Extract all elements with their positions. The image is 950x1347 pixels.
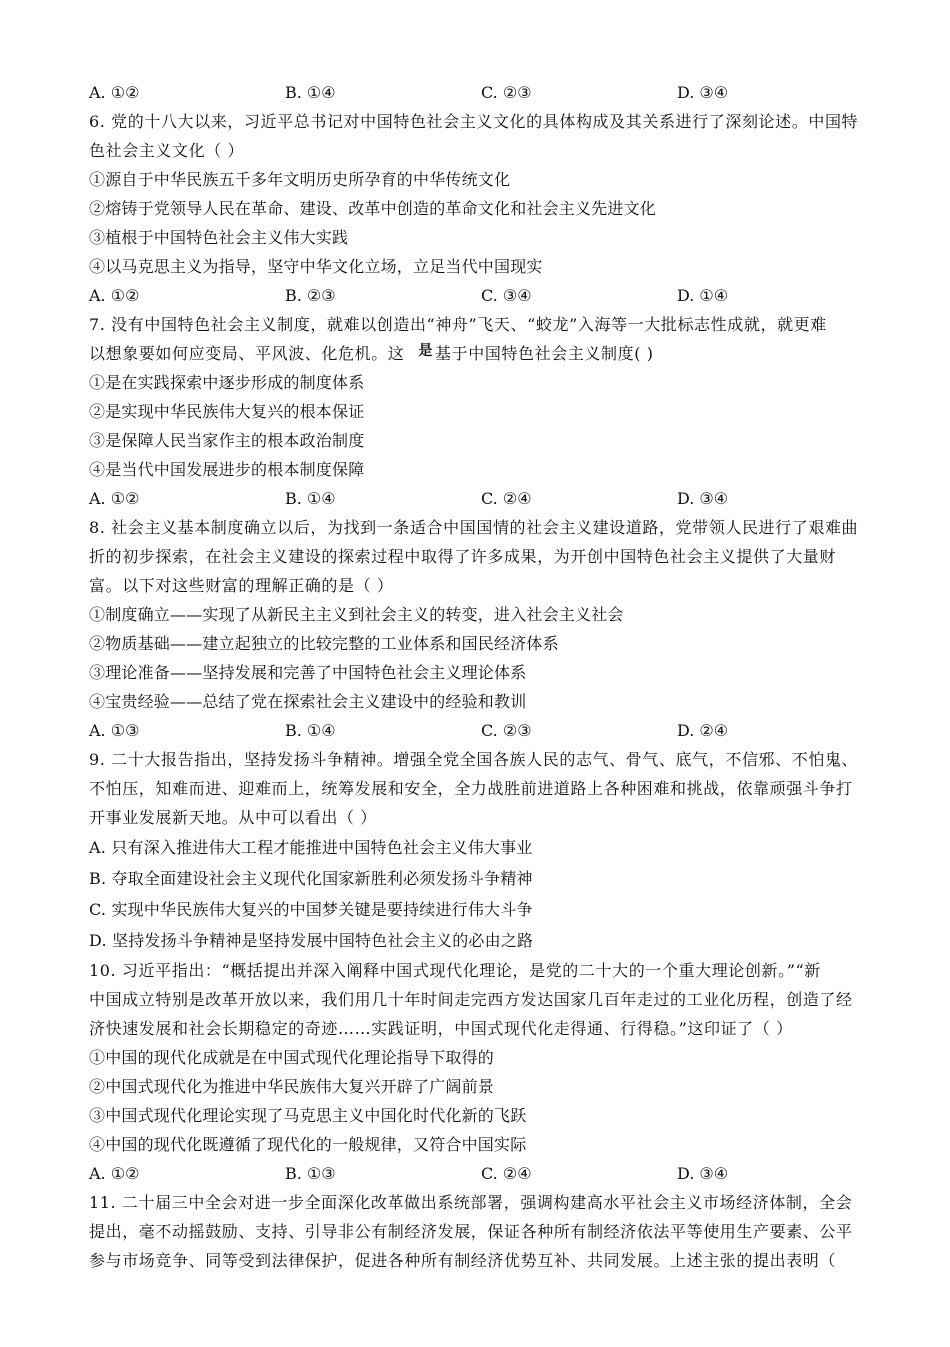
q8-stem-line: 富。以下对这些财富的理解正确的是（ ） xyxy=(89,576,394,595)
q5-option-b: B. ①④ xyxy=(285,83,336,102)
q9-choice-b: B. 夺取全面建设社会主义现代化国家新胜利必须发扬斗争精神 xyxy=(89,869,533,888)
q9-stem-line: 不怕压，知难而进、迎难而上，统筹发展和安全，全力战胜前进道路上各种困难和挑战，依靠顽强斗争打 xyxy=(89,779,853,798)
q10-option-a: A. ①② xyxy=(89,1164,140,1183)
q10-item-2: ②中国式现代化为推进中华民族伟大复兴开辟了广阔前景 xyxy=(89,1077,495,1096)
q9-choice-c: C. 实现中华民族伟大复兴的中国梦关键是要持续进行伟大斗争 xyxy=(89,900,533,919)
q10-item-3: ③中国式现代化理论实现了马克思主义中国化时代化新的飞跃 xyxy=(89,1106,527,1125)
q11-stem-line: 11. 二十届三中全会对进一步全面深化改革做出系统部署，强调构建高水平社会主义市场经济体制，全会 xyxy=(89,1193,853,1212)
question-8 xyxy=(89,513,864,600)
q8-stem-line: 8. 社会主义基本制度确立以后，为找到一条适合中国国情的社会主义建设道路，党带领人民进行了艰难曲 xyxy=(89,518,859,537)
q6-option-c: C. ③④ xyxy=(481,286,532,305)
q7-stem-line: 7. 没有中国特色社会主义制度，就难以创造出“神舟”飞天、“蛟龙”入海等一大批标志性成就，就更难 xyxy=(89,315,827,334)
q6-option-a: A. ①② xyxy=(89,286,140,305)
q8-item-4: ④宝贵经验——总结了党在探索社会主义建设中的经验和教训 xyxy=(89,692,527,711)
q9-choice-a: A. 只有深入推进伟大工程才能推进中国特色社会主义伟大事业 xyxy=(89,838,533,857)
q8-item-2: ②物质基础——建立起独立的比较完整的工业体系和国民经济体系 xyxy=(89,634,559,653)
q10-options xyxy=(89,1159,864,1188)
q7-item-4: ④是当代中国发展进步的根本制度保障 xyxy=(89,460,365,479)
question-6 xyxy=(89,107,864,165)
q6-item-4: ④以马克思主义为指导，坚守中华文化立场，立足当代中国现实 xyxy=(89,257,543,276)
q10-stem-line: 10. 习近平指出：“概括提出并深入阐释中国式现代化理论，是党的二十大的一个重大理论创新。”“新 xyxy=(89,961,821,980)
q6-option-b: B. ②③ xyxy=(285,286,336,305)
q8-stem-line: 折的初步探索，在社会主义建设的探索过程中取得了许多成果，为开创中国特色社会主义提供了大量财 xyxy=(89,547,837,566)
question-7 xyxy=(89,310,864,368)
q8-option-a: A. ①③ xyxy=(89,721,140,740)
q7-option-b: B. ①④ xyxy=(285,489,336,508)
q8-options xyxy=(89,716,864,745)
q11-stem-line: 提出，毫不动摇鼓励、支持、引导非公有制经济发展，保证各种所有制经济依法平等使用生产要素、公平 xyxy=(89,1222,853,1241)
q8-option-b: B. ①④ xyxy=(285,721,336,740)
q7-option-c: C. ②④ xyxy=(481,489,532,508)
q7-option-d: D. ③④ xyxy=(677,489,729,508)
q9-stem-line: 9. 二十大报告指出，坚持发扬斗争精神。增强全党全国各族人民的志气、骨气、底气，不信邪、不怕鬼、 xyxy=(89,750,859,769)
q6-options xyxy=(89,281,864,310)
q8-item-3: ③理论准备——坚持发展和完善了中国特色社会主义理论体系 xyxy=(89,663,527,682)
q7-options xyxy=(89,484,864,513)
q8-option-d: D. ②④ xyxy=(677,721,729,740)
question-10 xyxy=(89,956,864,1043)
q10-stem-line: 济快速发展和社会长期稳定的奇迹……实践证明，中国式现代化走得通、行得稳。”这印证了（ ） xyxy=(89,1019,793,1038)
q7-item-1: ①是在实践探索中逐步形成的制度体系 xyxy=(89,373,365,392)
q5-option-c: C. ②③ xyxy=(481,83,532,102)
q6-option-d: D. ①④ xyxy=(677,286,729,305)
q6-stem-line: 色社会主义文化（ ） xyxy=(89,141,245,160)
q10-option-c: C. ②④ xyxy=(481,1164,532,1183)
question-9 xyxy=(89,745,864,832)
q9-stem-line: 开事业发展新天地。从中可以看出（ ） xyxy=(89,808,377,827)
q6-item-2: ②熔铸于党领导人民在革命、建设、改革中创造的革命文化和社会主义先进文化 xyxy=(89,199,657,218)
q7-stem-line xyxy=(89,339,864,368)
q7-stem-part: 是 xyxy=(418,343,434,359)
q8-option-c: C. ②③ xyxy=(481,721,532,740)
q10-option-b: B. ①③ xyxy=(285,1164,336,1183)
q6-item-3: ③植根于中国特色社会主义伟大实践 xyxy=(89,228,349,247)
q9-choice-d: D. 坚持发扬斗争精神是坚持发展中国特色社会主义的必由之路 xyxy=(89,931,534,950)
q5-option-d: D. ③④ xyxy=(677,83,729,102)
q10-item-1: ①中国的现代化成就是在中国式现代化理论指导下取得的 xyxy=(89,1048,495,1067)
q7-option-a: A. ①② xyxy=(89,489,140,508)
q6-item-1: ①源自于中华民族五千多年文明历史所孕育的中华传统文化 xyxy=(89,170,511,189)
q7-item-2: ②是实现中华民族伟大复兴的根本保证 xyxy=(89,402,365,421)
q7-item-3: ③是保障人民当家作主的根本政治制度 xyxy=(89,431,365,450)
q8-item-1: ①制度确立——实现了从新民主主义到社会主义的转变，进入社会主义社会 xyxy=(89,605,624,624)
q11-stem-line: 参与市场竞争、同等受到法律保护，促进各种所有制经济优势互补、共同发展。上述主张的提出表明（ xyxy=(89,1251,837,1270)
q5-options xyxy=(89,78,864,107)
q7-stem-part: 以想象要如何应变局、平风波、化危机。这 xyxy=(89,344,405,363)
q7-stem-part: 基于中国特色社会主义制度( ) xyxy=(435,344,654,363)
q6-stem-line: 6. 党的十八大以来，习近平总书记对中国特色社会主义文化的具体构成及其关系进行了深刻论述。中国特 xyxy=(89,112,859,131)
exam-page xyxy=(89,78,864,1275)
question-11 xyxy=(89,1188,864,1275)
q10-item-4: ④中国的现代化既遵循了现代化的一般规律，又符合中国实际 xyxy=(89,1135,527,1154)
q10-option-d: D. ③④ xyxy=(677,1164,729,1183)
q10-stem-line: 中国成立特别是改革开放以来，我们用几十年时间走完西方发达国家几百年走过的工业化历程，创造了经 xyxy=(89,990,853,1009)
q5-option-a: A. ①② xyxy=(89,83,140,102)
